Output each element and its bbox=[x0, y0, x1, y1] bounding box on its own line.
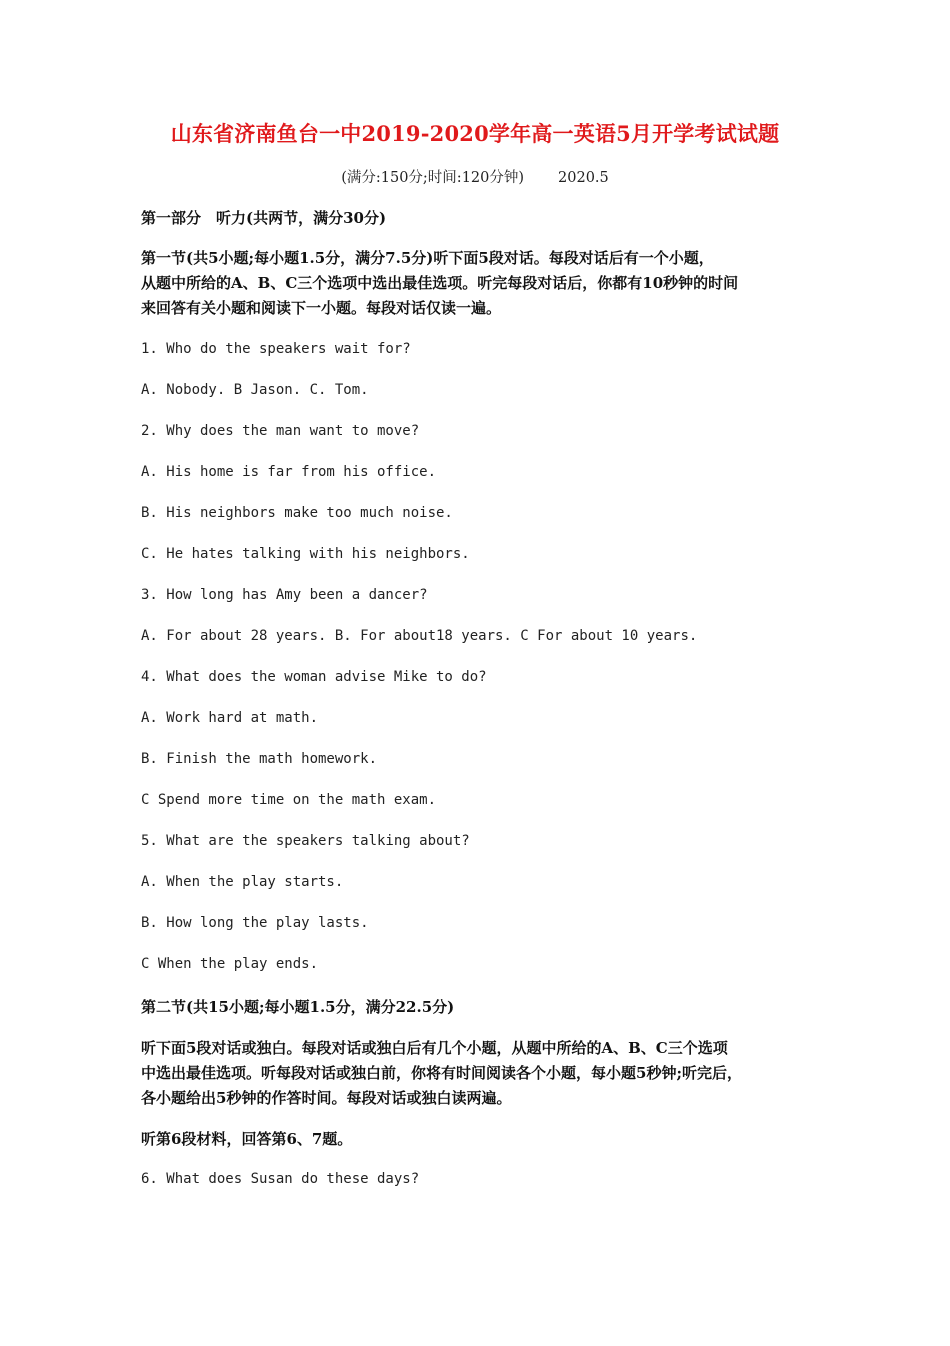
material-6-note: 听第6段材料，回答第6、7题。 bbox=[141, 1130, 353, 1148]
exam-date: 2020.5 bbox=[558, 170, 609, 186]
instruction-line: 听下面5段对话或独白。每段对话或独白后有几个小题，从题中所给的A、B、C三个选项 bbox=[141, 1039, 728, 1057]
question-5-option-c: C When the play ends. bbox=[141, 956, 319, 972]
instruction-line: 中选出最佳选项。听每段对话或独白前，你将有时间阅读各个小题，每小题5秒钟;听完后， bbox=[141, 1064, 742, 1082]
question-2-option-c: C. He hates talking with his neighbors. bbox=[141, 546, 470, 562]
section1-instructions bbox=[141, 246, 821, 321]
instruction-line: 来回答有关小题和阅读下一小题。每段对话仅读一遍。 bbox=[141, 299, 502, 317]
exam-score-time: (满分:150分;时间:120分钟) bbox=[341, 170, 525, 186]
instruction-line: 第一节(共5小题;每小题1.5分，满分7.5分)听下面5段对话。每段对话后有一个小题， bbox=[141, 249, 714, 267]
question-1: 1. Who do the speakers wait for? bbox=[141, 341, 411, 357]
question-5-option-b: B. How long the play lasts. bbox=[141, 915, 369, 931]
exam-info bbox=[0, 166, 950, 187]
instruction-line: 从题中所给的A、B、C三个选项中选出最佳选项。听完每段对话后，你都有10秒钟的时间 bbox=[141, 274, 739, 292]
section2-heading: 第二节(共15小题;每小题1.5分，满分22.5分) bbox=[141, 998, 455, 1016]
question-4-option-b: B. Finish the math homework. bbox=[141, 751, 378, 767]
question-2-option-a: A. His home is far from his office. bbox=[141, 464, 437, 480]
question-4: 4. What does the woman advise Mike to do? bbox=[141, 669, 487, 685]
question-5: 5. What are the speakers talking about? bbox=[141, 833, 470, 849]
question-5-option-a: A. When the play starts. bbox=[141, 874, 344, 890]
question-6: 6. What does Susan do these days? bbox=[141, 1171, 420, 1187]
page-title: 山东省济南鱼台一中2019-2020学年高一英语5月开学考试试题 bbox=[170, 121, 780, 146]
question-3: 3. How long has Amy been a dancer? bbox=[141, 587, 428, 603]
question-4-option-c: C Spend more time on the math exam. bbox=[141, 792, 437, 808]
question-3-options: A. For about 28 years. B. For about18 years. C For about 10 years. bbox=[141, 628, 698, 644]
question-1-options: A. Nobody. B Jason. C. Tom. bbox=[141, 382, 369, 398]
section2-instructions bbox=[141, 1036, 821, 1111]
question-4-option-a: A. Work hard at math. bbox=[141, 710, 319, 726]
question-2: 2. Why does the man want to move? bbox=[141, 423, 420, 439]
part1-heading: 第一部分 听力(共两节，满分30分) bbox=[141, 209, 387, 227]
instruction-line: 各小题给出5秒钟的作答时间。每段对话或独白读两遍。 bbox=[141, 1089, 512, 1107]
question-2-option-b: B. His neighbors make too much noise. bbox=[141, 505, 453, 521]
